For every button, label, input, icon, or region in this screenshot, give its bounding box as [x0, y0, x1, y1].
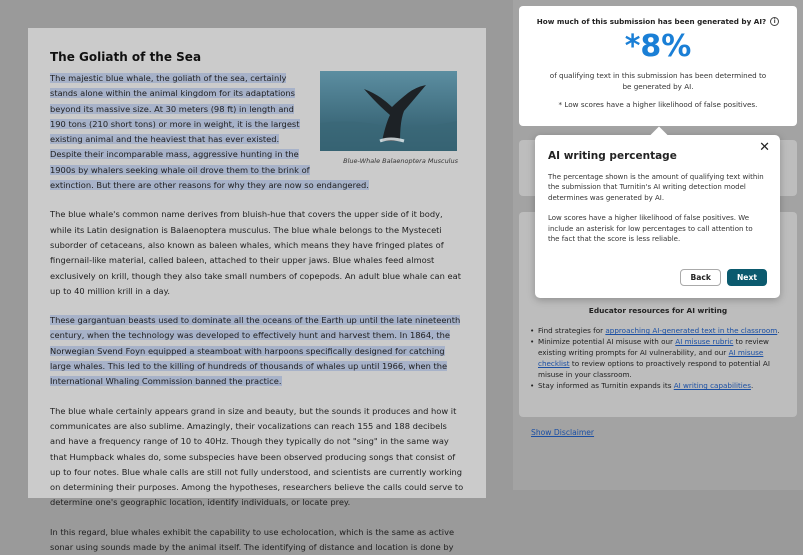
paragraph-2: The blue whale's common name derives from bluish-hue that covers the upper side of it body, while its Latin designation is Balaenoptera musculus. The blue whale belongs to the Mysteceti suborder of cetaceans, also known as baleen whales, which means they have fringed plates of fingernail-like material, called baleen, attached to their upper jaws. Blue whales feed almost exclusively on krill, though they also take small numbers of copepods. An adult blue whale can eat up to 40 million krill in a day. [50, 209, 461, 296]
list-item: • Find strategies for approaching AI-generated text in the classroom. [530, 325, 792, 336]
figure [320, 71, 462, 166]
score-question-text: How much of this submission has been generated by AI? [536, 17, 767, 26]
ai-highlight[interactable]: The majestic blue whale, the goliath of the sea, certainly stands alone within the animal kingdom for its adaptations beyond its massive size. At 30 meters (98 ft) in length and 190 tons (210 short tons) or more in weight, it is the largest existing animal and the heaviest that has ever existed. Despite their incomparable mass, aggressive hunting in the 1900s by whalers seeking whale oil drove them to the brink of extinction. But there are other reasons for why they are now so endangered. [50, 73, 369, 191]
paragraph-5: In this regard, blue whales exhibit the capability to use echolocation, which is the same as active sonar using sounds made by the animal itself. The identifying of distance and location is done by [50, 526, 455, 553]
submission-document [28, 28, 486, 553]
ai-misuse-rubric-link[interactable]: AI misuse rubric [675, 337, 734, 346]
list-item: • Stay informed as Turnitin expands its AI writing capabilities. [530, 380, 792, 391]
show-disclaimer-link[interactable]: Show Disclaimer [531, 428, 595, 437]
back-button[interactable]: Back [680, 269, 720, 286]
ai-score-card [519, 6, 797, 126]
close-icon[interactable]: ✕ [759, 140, 770, 155]
popover-paragraph-1: The percentage shown is the amount of qualifying text within the submission that Turnitin's AI writing detection model determines was generated by AI. [548, 173, 764, 202]
ai-misuse-checklist-link[interactable]: AI misuse checklist [538, 348, 764, 368]
list-item: • Minimize potential AI misuse with our AI misuse rubric to review existing writing prompts for AI vulnerability, and our AI misuse checklist to review options to proactively respond to potential AI misuse in your classroom. [530, 336, 792, 380]
info-icon[interactable]: i [770, 17, 779, 26]
popover-paragraph-2: Low scores have a higher likelihood of false positives. We include an asterisk for low percentages to call attention to the fact that the score is less reliable. [548, 214, 753, 244]
resources-list [530, 325, 792, 391]
ai-highlight[interactable]: These gargantuan beasts used to dominate all the oceans of the Earth up until the late nineteenth century, when the technology was developed to effectively hunt and harvest them. In 1864, the Norwegian Svend Foyn equipped a steamboat with harpoons specifically designed for catching large whales. This led to the killing of hundreds of thousands of whales up until 1966, when the International Whaling Commission banned the practice. [50, 315, 461, 387]
next-button[interactable]: Next [727, 269, 767, 286]
score-note: * Low scores have a higher likelihood of false positives. [558, 100, 758, 109]
figure-caption: Blue-Whale Balaenoptera Musculus [343, 157, 458, 165]
score-description: of qualifying text in this submission has been determined to be generated by AI. [549, 71, 767, 91]
score-question [519, 17, 797, 26]
ai-percentage: *8% [624, 29, 692, 64]
paragraph-3 [50, 313, 464, 389]
document-title: The Goliath of the Sea [50, 50, 202, 64]
popover-title: AI writing percentage [548, 150, 677, 162]
ai-writing-capabilities-link[interactable]: AI writing capabilities [673, 381, 751, 390]
approaching-ai-text-link[interactable]: approaching AI-generated text in the classroom [605, 326, 778, 335]
ai-writing-popover [535, 135, 780, 298]
resources-title: Educator resources for AI writing [588, 306, 728, 315]
paragraph-4: The blue whale certainly appears grand in size and beauty, but the sounds it produces and how it communicates are also sublime. Amazingly, their vocalizations can reach 155 and 188 decibels and have a frequency range of 10 to 40Hz. Though they typically do not "sing" in the same way that Humpback whales do, some subspecies have been observed producing songs that consist of up to four notes. Blue whale calls are still not fully understood, and scientists are currently working on determining their purposes. Among the hypotheses, researchers believe the calls could serve to determine one's geographic location, identify individuals, or locate prey. [50, 405, 464, 508]
whale-tail-image [320, 71, 457, 151]
popover-buttons [680, 269, 767, 286]
